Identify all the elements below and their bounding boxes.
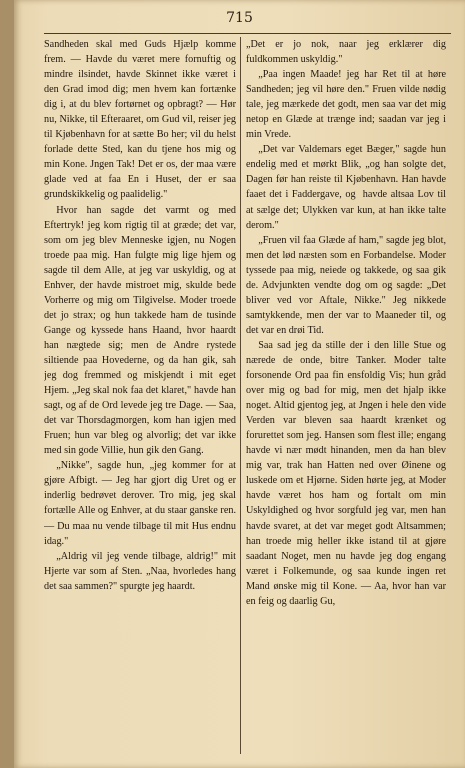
paragraph: Hvor han sagde det varmt og med Eftertryk! jeg kom rigtig til at græde; det var, som om jeg blev Menneske igjen, nu Nogen troede paa mig. Han fulgte mig lige hjem og sagde til dem Alle, at jeg var uskyldig, og at Enhver, der havde mistroet mig, skulde bede Vorherre og mig om Tilgivelse. Moder troede det jo strax; og hun takkede ham de tusinde Gange og kyssede hans Haand, hvor haardt han nægtede sig; men de Andre rystede siltiende paa Hovederne, og da han gik, sah jeg dog fremmed og miskjendt i mit eget Hjem. „Jeg skal nok faa det klaret," havde han sagt, og af de Ord levede jeg tre Dage. — Saa, det var Thorsdagmorgen, kom han igjen med Fruen; hun var bleg og alvorlig; det var ikke med sin gode Villie, hun gik den Gang.	[44, 204, 236, 457]
page-number: 715	[226, 10, 253, 26]
paragraph: „Fruen vil faa Glæde af ham," sagde jeg blot, men det lød næsten som en Forbandelse. Moder tyssede paa mig, neiede og takkede, og saa gik de. Advjunkten vendte dog om og sagde: „Det bliver ved vor Aftale, Nikke." Jeg nikkede samtykkende, men der var to Maaneder til, og det var en drøi Tid.	[246, 234, 446, 336]
paragraph: Saa sad jeg da stille der i den lille Stue og nærede de onde, bitre Tanker. Moder talte forsonende Ord paa fin ensfoldig Vis; hun gråd over mig og bad for mig, men det hjalp ikke noget. Altid gjentog jeg, at Jngen i hele den vide Verden var bleven saa haardt krænket og forurettet som jeg. Hansen som flest ille; engang havde vi nær mødt hinanden, men da han blev mig var, trak han Hatten ned over Øinene og luskede om et Hjørne. Siden hørte jeg, at Moder havde været hos ham og fortalt om min Uskyldighed og hvor sorgfuld jeg var, men han havde svaret, at det var meget godt Altsammen; han troede mig heller ikke istand til at gjøre saadant Noget, men nu havde jeg dog engang været i Folkemunde, og saa kunde ingen ret Mand ønske mig til Kone. — Aa, hvor han var en feig og daarlig Gu,	[246, 339, 446, 607]
header-rule	[44, 33, 451, 34]
paragraph: „Nikke", sagde hun, „jeg kommer for at gjøre Afbigt. — Jeg har gjort dig Uret og er inderlig bedrøvet derover. Tro mig, jeg skal fortælle Alle og Enhver, at du staar ganske ren. — Du maa nu vende tilbage til mit Hus endnu idag."	[44, 460, 236, 547]
book-page	[14, 0, 465, 768]
paragraph: „Paa ingen Maade! jeg har Ret til at høre Sandheden; jeg vil høre den." Fruen vilde nødig tale, jeg mærkede det godt, men saa var det mig netop en Glæde at trænge ind; saadan var jeg i min Vrede.	[246, 69, 446, 141]
right-column	[246, 37, 446, 768]
paragraph: „Det er jo nok, naar jeg erklærer dig fuldkommen uskyldig."	[246, 39, 446, 66]
column-divider	[240, 37, 241, 754]
left-column	[44, 37, 236, 768]
paragraph: „Aldrig vil jeg vende tilbage, aldrig!" mit Hjerte var som af Sten. „Naa, hvorledes hang det saa sammen?" spurgte jeg haardt.	[44, 550, 236, 592]
paragraph: Sandheden skal med Guds Hjælp komme frem. — Havde du været mere fornuftig og mindre ilsindet, havde Skinnet ikke været i den Grad imod dig; men hvem kan fortænke dig i, at du blev fortørnet og opbragt? — Hør nu, Nikke, til Efteraaret, om Gud vil, reiser jeg til Kjøbenhavn for at sætte Bo her; vil du helst forlade dette Sted, kan du tjene hos mig og min Kone. Jngen Tak! Det er os, der maa være glade ved at faa En i Huset, der er saa grundskikkelig og paalidelig."	[44, 39, 236, 201]
paragraph: „Det var Valdemars eget Bæger," sagde hun endelig med et mørkt Blik, „og han solgte det, Dagen før han reiste til Kjøbenhavn. Han havde faaet det i Faddergave, og havde altsaa Lov til at sælge det; Ulykken var kun, at han ikke talte derom."	[246, 144, 446, 231]
